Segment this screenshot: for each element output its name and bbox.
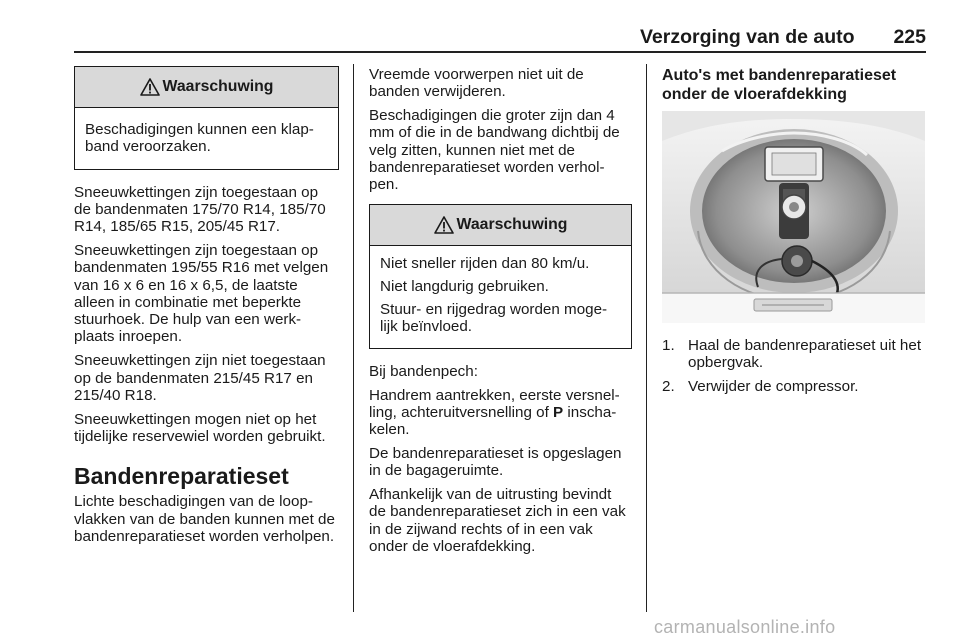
paragraph-handbrake: Handrem aantrekken, eerste versnel-ling, achteruitversnelling of P inscha-kelen. bbox=[369, 386, 620, 439]
warning-line-duration: Niet langdurig gebruiken. bbox=[380, 277, 549, 295]
column-1 bbox=[74, 66, 339, 552]
warning-line-speed: Niet sneller rijden dan 80 km/u. bbox=[380, 254, 590, 272]
gear-p-label: P bbox=[553, 403, 564, 421]
page-header-title: Verzorging van de auto bbox=[640, 26, 855, 48]
paragraph-snow-chains-rims: Sneeuwkettingen zijn toegestaan op bandenmaten 195/55 R16 met velgen van 16 x 6 en 16 x 6,5, de laatste alleen in combinatie met beperkte stuurhoek. De hulp van een werk-plaats inroepen. bbox=[74, 241, 329, 346]
warning-text: Beschadigingen kunnen een klap-band veroorzaken. bbox=[85, 121, 314, 156]
paragraph-kit-location: Afhankelijk van de uitrusting bevindt de bandenreparatieset zich in een vak in de zijwand rechts of in een vak onder de vloerafdekking. bbox=[369, 486, 626, 555]
column-divider-1 bbox=[353, 64, 354, 612]
paragraph-snow-chains-not-allowed: Sneeuwkettingen zijn niet toegestaan op de bandenmaten 215/45 R17 en 215/40 R18. bbox=[74, 352, 326, 404]
header-rule bbox=[74, 51, 926, 53]
page-number: 225 bbox=[893, 26, 926, 48]
warning-line-handling: Stuur- en rijgedrag worden moge-lijk beïnvloed. bbox=[380, 301, 608, 336]
warning-title: Waarschuwing bbox=[162, 78, 274, 96]
instruction-steps bbox=[662, 337, 926, 395]
list-item bbox=[662, 337, 926, 372]
list-item bbox=[662, 378, 926, 395]
paragraph-kit-stored: De bandenreparatieset is opgeslagen in de bagageruimte. bbox=[369, 444, 622, 480]
warning-box-2 bbox=[369, 204, 632, 349]
paragraph-flat-tyre: Bij bandenpech: bbox=[369, 362, 478, 380]
sub-heading-floor-cover: Auto's met bandenreparatieset onder de vloerafdekking bbox=[662, 67, 897, 103]
step-number: 1. bbox=[662, 337, 675, 354]
column-divider-2 bbox=[646, 64, 647, 612]
warning-box-1 bbox=[74, 66, 339, 170]
column-3 bbox=[662, 66, 926, 401]
paragraph-damage-size: Beschadigingen die groter zijn dan 4 mm of die in de bandwang dichtbij de velg zitten, kunnen niet met de bandenreparatieset worden verhol-pen. bbox=[369, 107, 620, 194]
column-2 bbox=[369, 66, 632, 562]
section-heading-tyre-repair-kit: Bandenreparatieset bbox=[74, 463, 289, 490]
warning-triangle-icon bbox=[140, 78, 160, 96]
paragraph-snow-chains-allowed: Sneeuwkettingen zijn toegestaan op de bandenmaten 175/70 R14, 185/70 R14, 185/65 R15, 205/45 R17. bbox=[74, 183, 326, 236]
warning-triangle-icon bbox=[434, 216, 454, 234]
step-number: 2. bbox=[662, 377, 675, 395]
watermark: carmanualsonline.info bbox=[654, 617, 836, 637]
step-text: Verwijder de compressor. bbox=[688, 377, 859, 395]
paragraph-tyre-repair-intro: Lichte beschadigingen van de loop-vlakken van de banden kunnen met de bandenreparatieset worden verholpen. bbox=[74, 493, 335, 545]
warning-header bbox=[75, 67, 338, 108]
warning-title: Waarschuwing bbox=[456, 215, 568, 233]
paragraph-foreign-objects: Vreemde voorwerpen niet uit de banden verwijderen. bbox=[369, 66, 584, 101]
step-text: Haal de bandenreparatieset uit het opbergvak. bbox=[688, 337, 922, 372]
warning-header bbox=[370, 205, 631, 246]
trunk-repair-kit-photo bbox=[662, 111, 925, 323]
paragraph-spare-wheel: Sneeuwkettingen mogen niet op het tijdelijke reservewiel worden gebruikt. bbox=[74, 410, 326, 445]
